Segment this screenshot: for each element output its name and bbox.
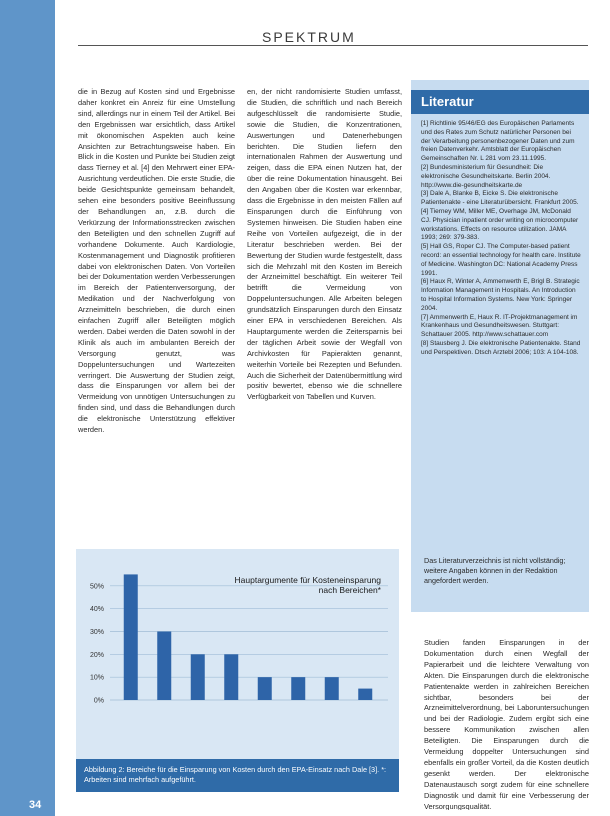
literature-item: [5] Hall GS, Roper CJ. The Computer-based patient record: an essential technology for health care. Institute of Medicine. Washington DC: National Academy Press 1991. xyxy=(421,243,581,277)
literature-item: [7] Ammenwerth E, Haux R. IT-Projektmanagement im Krankenhaus und Gesundheitswesen. Stuttgart: Schattauer 2005. http://www.schattauer.com xyxy=(421,313,578,339)
article-middle-column: en, der nicht randomisierte Studien umfasst, die Studien, die schriftlich und nach Bereich aufgeschlüsselt die randomisierte Studie, sowie die Studien, die Konzentrationen, Auswertungen und Datenerhebungen berichten. Die Studien liefern den internationalen Rahmen der Auswertung und zeigen, dass die EPA einen Nutzen hat, der über die reine Dokumentation hinausgeht. Bei den Angaben über die Kosten war erkennbar, dass die Ergebnisse in den meisten Fällen auf Einsparungen durch die Einführung von Systemen hinweisen. Die Studien haben eine Reihe von Vorteilen aufgezeigt, die in der Literatur beschrieben werden. Bei der Bewertung der Studien wurde festgestellt, dass sich die Mehrzahl mit den Kosten im Bereich der Arzneimittel beschäftigt. Ein weiterer Teil betrifft die Vermeidung von Doppeluntersuchungen. Alle Arbeiten belegen grundsätzlich Einsparungen durch den Einsatz einer EPA in verschiedenen Bereichen. Als Hauptargumente werden die Zeitersparnis bei der täglichen Arbeit sowie der Wegfall von Archivkosten für Papierakten genannt, weiterhin Vorteile bei Rezepten und Befunden. Auch die Sicherheit der Datenübermittlung wird positiv bewertet, ebenso wie die schnellere Verfügbarkeit von Tabellen und Kurven. xyxy=(247,87,402,402)
literature-title: Literatur xyxy=(421,94,474,109)
literature-note: Das Literaturverzeichnis ist nicht vollständig; weitere Angaben können in der Redaktion angefordert werden. xyxy=(424,556,566,585)
bar-6 xyxy=(291,677,305,700)
article-left-column: die in Bezug auf Kosten sind und Ergebnisse daher konkret ein Anreiz für eine Umstellung sind, allerdings nur in einem Teil der Artikel. Bei den Ergebnissen war ersichtlich, dass Artikel mit ökonomischen Aspekten auch keine Ansichten zur Betrachtungsweise haben. Ein Blick in die Kosten und Punkte bei Studien zeigt dass Tierney et al. [4] den Mehrwert einer EPA-Ausrichtung verdeutlichen. Die erste Studie, die beide Gesichtspunkte gemeinsam behandelt, sehen eine besonders positive Beeinflussung der Behandlungen an, z.B. durch die Verkürzung der Informationsstrecken zwischen den Beteiligten und den schnellen Zugriff auf vorhandene Dokumente. Auch Kardiologie, Kostenmanagement und Diagnostik profitieren dabei von elektronischen Daten. Von Vorteilen bei der Dokumentation werden Verbesserungen im Bereich der Patientenversorgung, der Medikation und der Nachverfolgung von Arzneimitteln beschrieben, die durch einen einfachen Zugriff aller Beteiligten möglich werden. Dabei werden die Daten sowohl in der Klinik als auch im ambulanten Bereich der Versorgung genutzt, was Doppeluntersuchungen und Wartezeiten verringert. Die Auswertung der Studien zeigt, dass die Einsparungen vor allem bei der Vermeidung von unnötigen Untersuchungen zu finden sind, und dass die Behandlungen durch die elektronische Unterstützung effektiver werden. xyxy=(78,87,235,435)
y-tick-label: 0% xyxy=(93,697,104,705)
bar-3 xyxy=(191,654,205,700)
y-tick-label: 40% xyxy=(89,606,104,614)
literature-item: [1] Richtlinie 95/46/EG des Europäischen Parlaments und des Rates zum Schutz natürlicher Personen bei der Verarbeitung personenbezogener Daten und zum freien Datenverkehr. Amtsblatt der Europäischen Gemeinschaften Nr. L 281 vom 23.11.1995. xyxy=(421,120,575,163)
literature-item: [3] Dale A, Blanke B, Eicke S. Die elektronische Patientenakte - eine Literaturübersicht. Frankfurt 2005. xyxy=(421,190,579,207)
literature-item: [4] Tierney WM, Miller ME, Overhage JM, McDonald CJ. Physician inpatient order writing on microcomputer workstations. Effects on resource utilization. JAMA 1993; 269: 379-383. xyxy=(421,207,579,242)
chart-title-line2: nach Bereichen* xyxy=(318,585,381,595)
figure-caption: Abbildung 2: Bereiche für die Einsparung von Kosten durch den EPA-Einsatz nach Dale [3]. *: Arbeiten sind mehrfach aufgeführt. xyxy=(76,759,399,792)
chart-frame xyxy=(76,549,399,759)
bar-1 xyxy=(124,574,138,700)
literature-item: [8] Stausberg J. Die elektronische Patientenakte. Stand und Perspektiven. Dtsch Arztebl 2006; 103: A 104-108. xyxy=(421,339,581,356)
bar-5 xyxy=(258,677,272,700)
section-header: SPEKTRUM xyxy=(262,29,356,45)
header-rule xyxy=(78,45,588,46)
y-tick-label: 50% xyxy=(89,583,104,591)
bar-7 xyxy=(325,677,339,700)
chart-title: Hauptargumente für Kosteneinsparung xyxy=(234,575,381,585)
bar-chart xyxy=(76,549,399,759)
literature-item: [6] Haux R, Winter A, Ammenwerth E, Brigl B. Strategic Information Management in Hospitals. An Introduction to Hospital Information Systems. New York: Springer 2004. xyxy=(421,278,580,312)
bar-4 xyxy=(224,654,238,700)
literature-list xyxy=(421,120,581,520)
y-tick-label: 20% xyxy=(89,651,104,659)
bar-2 xyxy=(157,632,171,701)
page-number: 34 xyxy=(29,799,42,811)
y-tick-label: 10% xyxy=(89,674,104,682)
bar-8 xyxy=(358,689,372,700)
article-right-bottom-column: Studien fanden Einsparungen in der Dokumentation durch einen Wegfall der Papierarbeit und die leichtere Verwaltung von Akten. Die Einsparungen durch die elektronische Patientenakte werden in zahlreichen Bereichen sichtbar, besonders bei der Arzneimittelverordnung, bei Laboruntersuchungen und bei der Radiologie. Zudem ergibt sich eine bessere Kommunikation zwischen allen Beteiligten. Die Einsparungen durch die Vermeidung doppelter Untersuchungen sind ebenfalls ein großer Vorteil, da die Kosten deutlich gesenkt werden. Der elektronische Datenaustausch sorgt zudem für eine schnellere Diagnostik und damit für eine Verbesserung der Versorgungsqualität. xyxy=(424,638,589,810)
literature-box xyxy=(411,80,589,612)
left-color-strip xyxy=(0,0,55,816)
literature-item: [2] Bundesministerium für Gesundheit: Die elektronische Gesundheitskarte. Berlin 2004. http://www.die-gesundheitskarte.de xyxy=(421,163,551,189)
literature-header xyxy=(411,90,589,114)
y-tick-label: 30% xyxy=(89,629,104,636)
